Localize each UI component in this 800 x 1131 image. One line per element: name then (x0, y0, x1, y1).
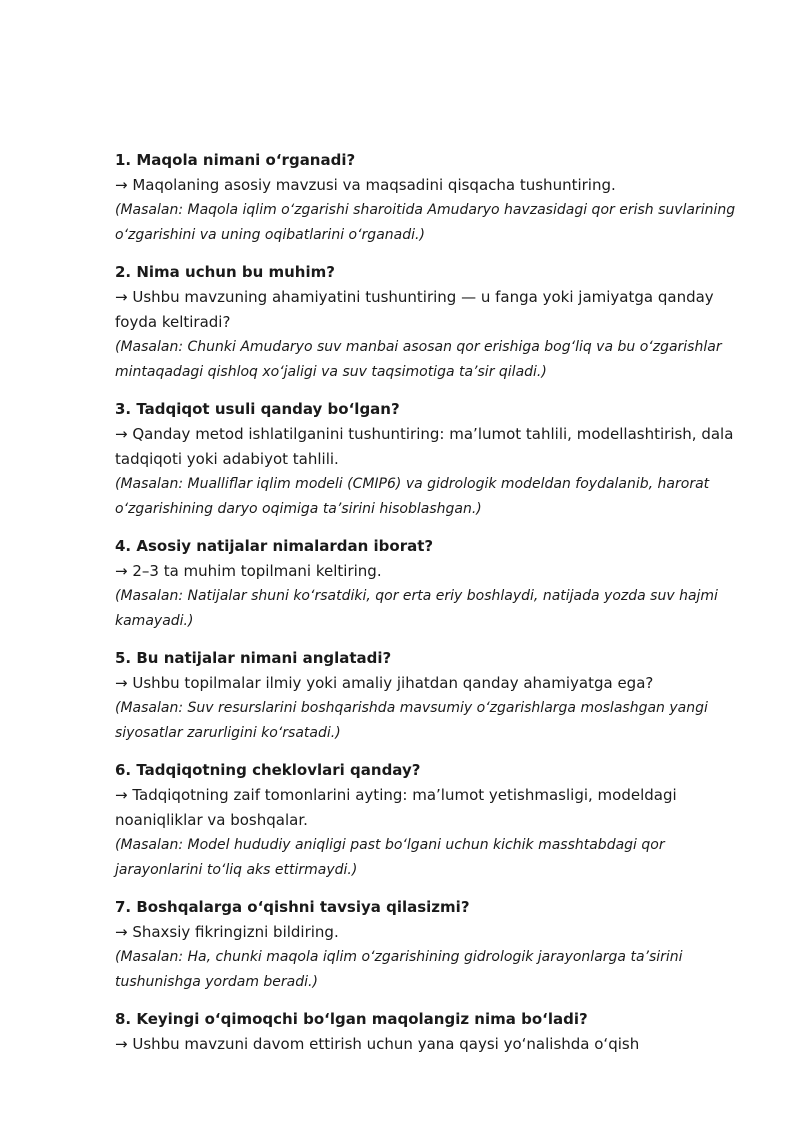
question-item (115, 148, 755, 248)
question-example: (Masalan: Ha, chunki maqola iqlim o‘zgarishining gidrologik jarayonlarga ta’sirini tushunishga yordam beradi.) (115, 949, 683, 990)
question-task: → Shaxsiy fikringizni bildiring. (115, 923, 339, 941)
question-title: 6. Tadqiqotning cheklovlari qanday? (115, 761, 421, 779)
question-item (115, 397, 755, 522)
question-item (115, 260, 755, 385)
question-item (115, 1007, 755, 1057)
question-title: 7. Boshqalarga o‘qishni tavsiya qilasizmi? (115, 898, 470, 916)
question-item (115, 646, 755, 746)
question-title: 4. Asosiy natijalar nimalardan iborat? (115, 537, 434, 555)
question-example: (Masalan: Natijalar shuni ko‘rsatdiki, qor erta eriy boshlaydi, natijada yozda suv hajmi kamayadi.) (115, 588, 718, 629)
question-example: (Masalan: Model hududiy aniqligi past bo‘lgani uchun kichik masshtabdagi qor jarayonlarini to‘liq aks ettirmaydi.) (115, 837, 665, 878)
question-example: (Masalan: Maqola iqlim o‘zgarishi sharoitida Amudaryo havzasidagi qor erish suvlarining o‘zgarishini va uning oqibatlarini o‘rganadi.) (115, 202, 736, 243)
question-task: → Qanday metod ishlatilganini tushuntiring: ma’lumot tahlili, modellashtirish, dala tadqiqoti yoki adabiyot tahlili. (115, 425, 734, 468)
question-task: → Maqolaning asosiy mavzusi va maqsadini qisqacha tushuntiring. (115, 176, 616, 194)
question-item (115, 758, 755, 883)
question-example: (Masalan: Mualliflar iqlim modeli (CMIP6) va gidrologik modeldan foydalanib, harorat o‘zgarishining daryo oqimiga ta’sirini hisoblashgan.) (115, 476, 710, 517)
question-title: 8. Keyingi o‘qimoqchi bo‘lgan maqolangiz nima bo‘ladi? (115, 1010, 588, 1028)
question-task: → Ushbu mavzuning ahamiyatini tushuntiring — u fanga yoki jamiyatga qanday foyda keltiradi? (115, 288, 714, 331)
question-task: → Ushbu mavzuni davom ettirish uchun yana qaysi yo‘nalishda o‘qish (115, 1035, 640, 1053)
question-title: 2. Nima uchun bu muhim? (115, 263, 335, 281)
question-example: (Masalan: Chunki Amudaryo suv manbai asosan qor erishiga bog‘liq va bu o‘zgarishlar mintaqadagi qishloq xo‘jaligi va suv taqsimotiga ta’sir qiladi.) (115, 339, 722, 380)
question-item (115, 895, 755, 995)
question-item (115, 534, 755, 634)
question-title: 5. Bu natijalar nimani anglatadi? (115, 649, 392, 667)
question-title: 1. Maqola nimani o‘rganadi? (115, 151, 356, 169)
question-example: (Masalan: Suv resurslarini boshqarishda mavsumiy o‘zgarishlarga moslashgan yangi siyosatlar zarurligini ko‘rsatadi.) (115, 700, 708, 741)
question-title: 3. Tadqiqot usuli qanday bo‘lgan? (115, 400, 400, 418)
question-list (115, 148, 755, 1069)
question-task: → 2–3 ta muhim topilmani keltiring. (115, 562, 382, 580)
question-task: → Ushbu topilmalar ilmiy yoki amaliy jihatdan qanday ahamiyatga ega? (115, 674, 654, 692)
question-task: → Tadqiqotning zaif tomonlarini ayting: ma’lumot yetishmasligi, modeldagi noaniqliklar va boshqalar. (115, 786, 677, 829)
